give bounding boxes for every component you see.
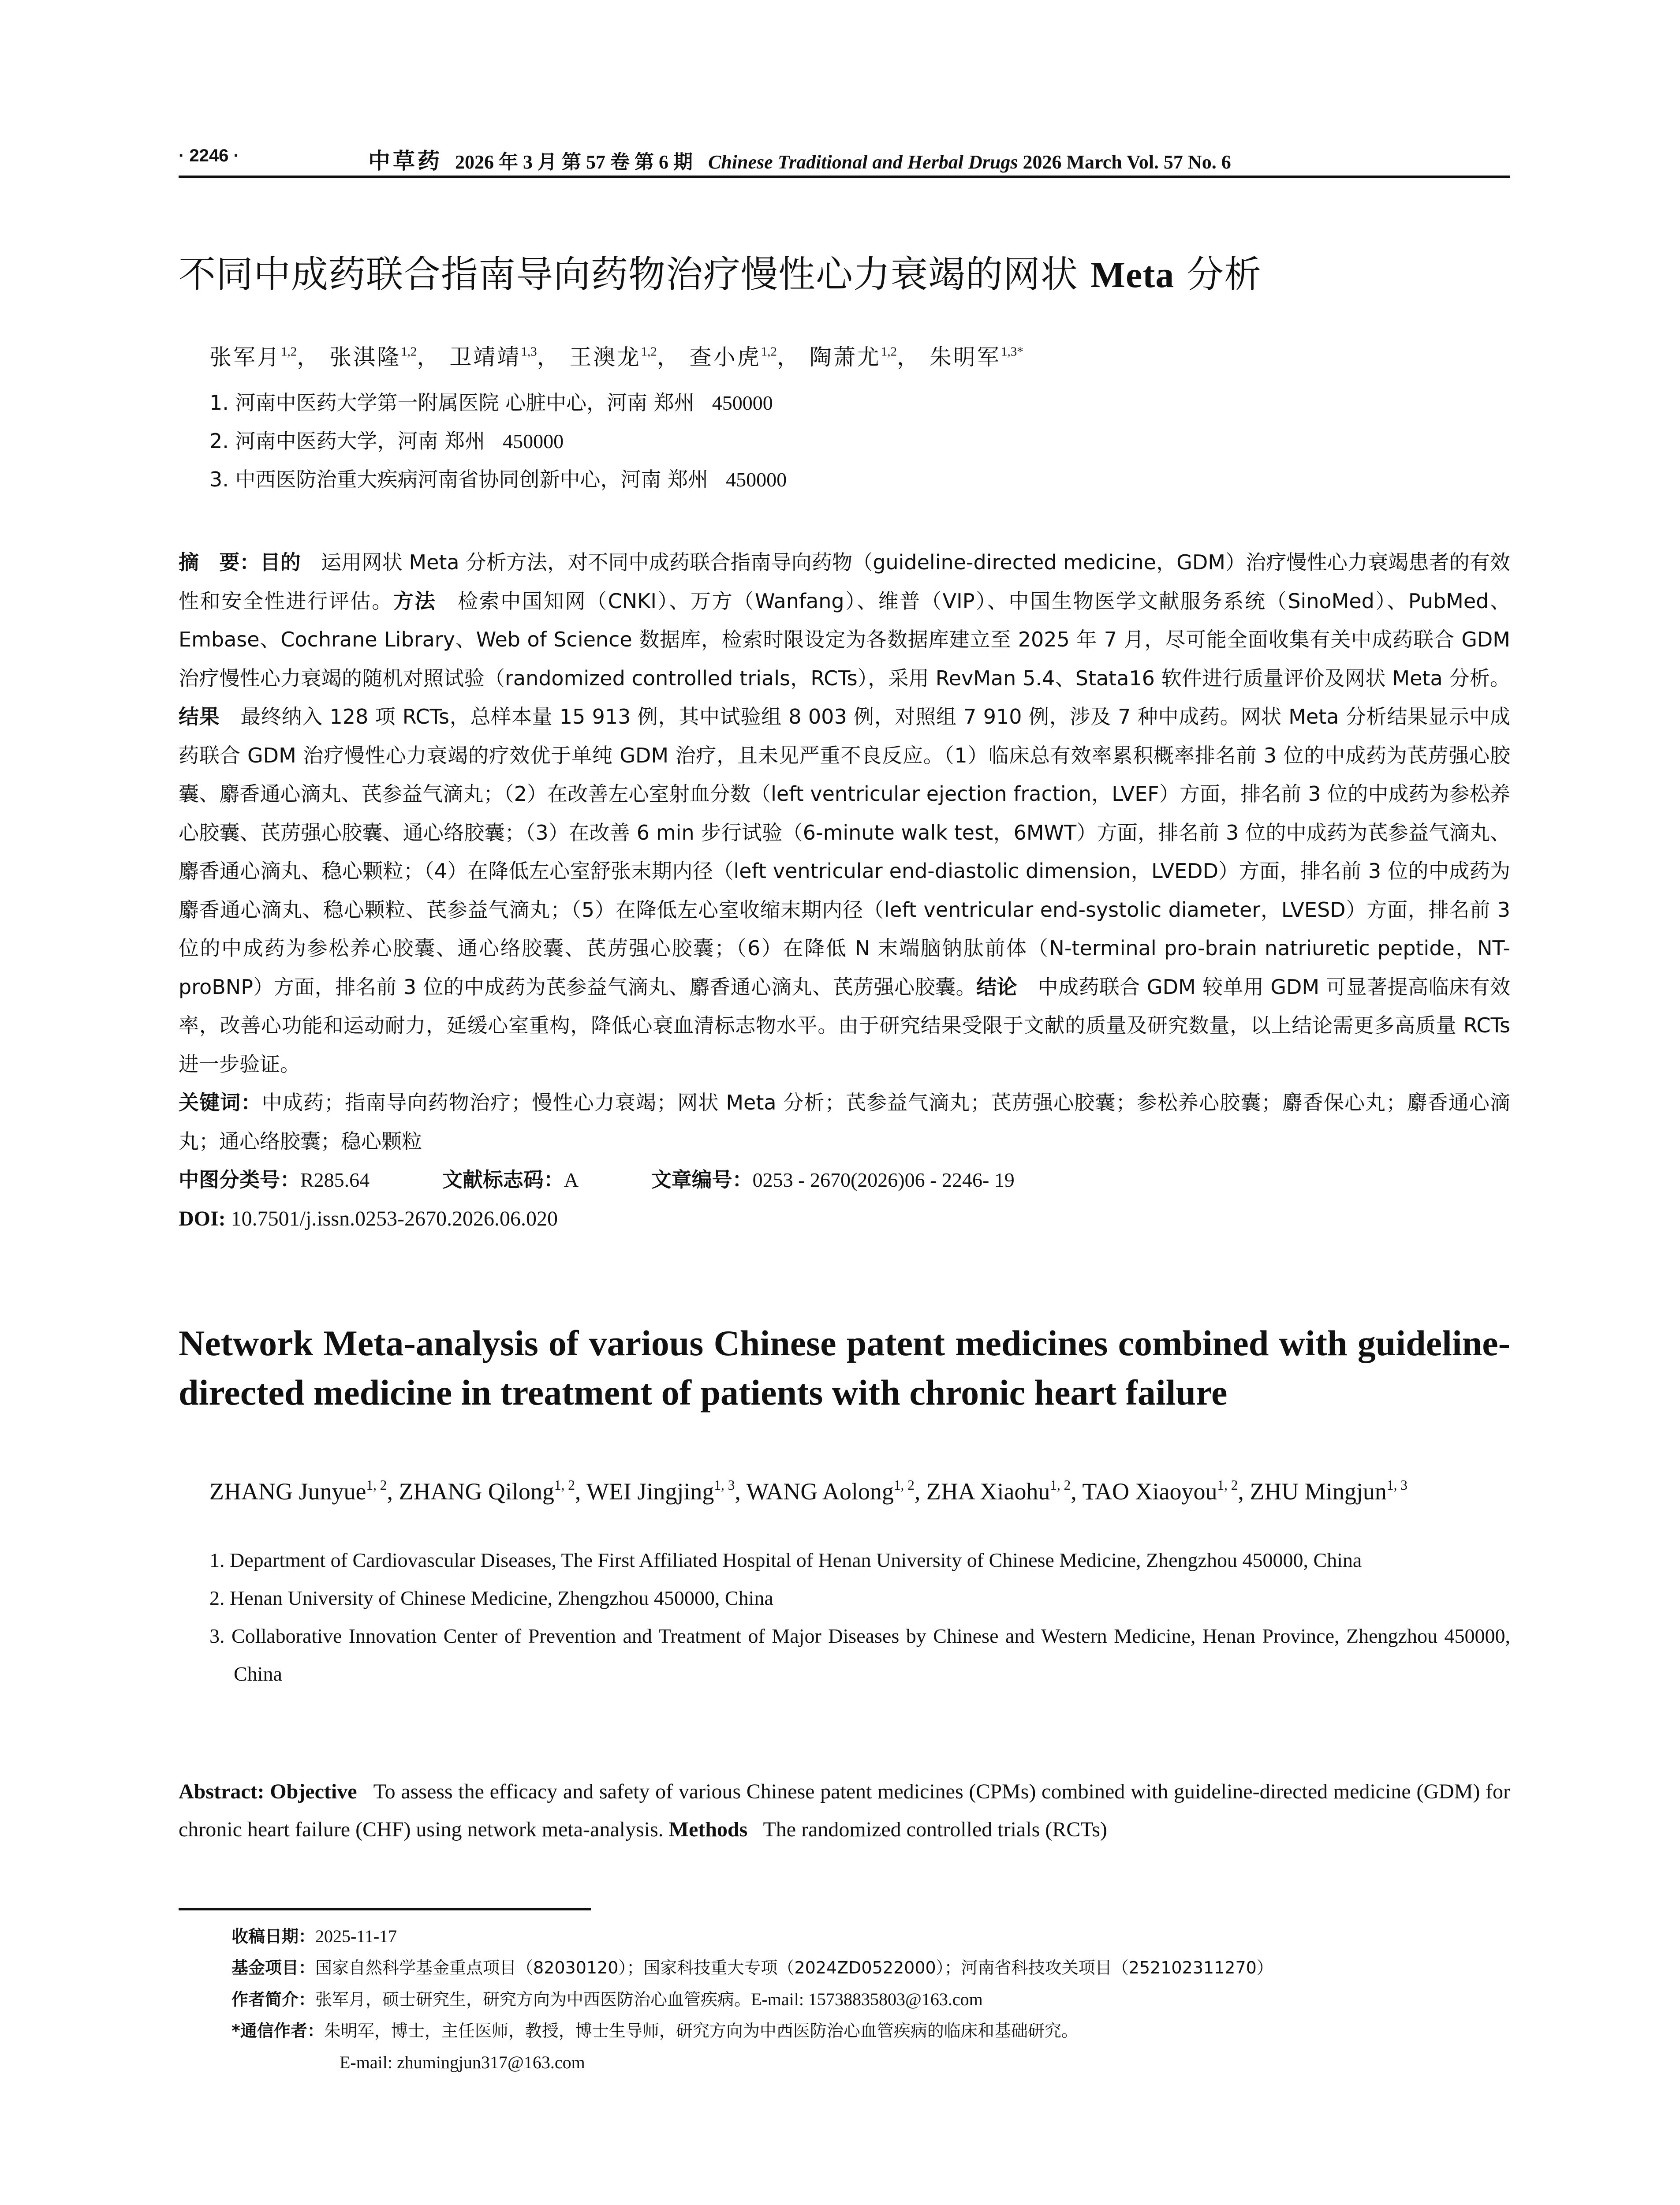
bio-email[interactable]: E-mail: 15738835803@163.com xyxy=(751,1989,983,2009)
author: TAO Xiaoyou$^{1, 2}$, xyxy=(1082,1477,1250,1505)
journal-info xyxy=(368,143,1231,175)
abstract-en xyxy=(179,1773,1510,1849)
doi-value[interactable]: 10.7501/j.issn.0253-2670.2026.06.020 xyxy=(231,1207,558,1230)
affiliations-cn xyxy=(209,384,787,499)
abstract-label: 摘 要： xyxy=(179,550,260,574)
issue-cn: 2026 年 3 月 第 57 卷 第 6 期 xyxy=(455,151,693,173)
article-no-value: 0253 - 2670(2026)06 - 2246- 19 xyxy=(752,1169,1015,1191)
affiliation: 1. Department of Cardiovascular Diseases, The First Affiliated Hospital of Henan University of Chinese Medicine, Zhengzhou 450000, China xyxy=(209,1549,1362,1571)
authors-cn xyxy=(209,340,1023,371)
affiliation: 1. 河南中医药大学第一附属医院 心脏中心，河南 郑州 450000 xyxy=(209,391,773,415)
received-date: 收稿日期：2025-11-17 xyxy=(231,1926,397,1946)
clc-value: R285.64 xyxy=(300,1169,370,1191)
running-header xyxy=(179,143,1510,174)
author: WEI Jingjing$^{1, 3}$, xyxy=(586,1477,747,1505)
author: 查小虎$^{1,2}$， xyxy=(689,344,801,370)
keywords-text: 中成药；指南导向药物治疗；慢性心力衰竭；网状 Meta 分析；芪参益气滴丸；芪苈强心胶囊；参松养心胶囊；麝香保心丸；麝香通心滴丸；通心络胶囊；稳心颗粒 xyxy=(179,1091,1511,1153)
classification-line xyxy=(179,1161,1510,1200)
title-en: Network Meta-analysis of various Chinese patent medicines combined with guideline-directed medicine in treatment of patients with chronic heart failure xyxy=(179,1323,1510,1413)
fund-info: 基金项目：国家自然科学基金重点项目（82030120）；国家科技重大专项（2024ZD0522000）；河南省科技攻关项目（252102311270） xyxy=(231,1958,1273,1977)
conclusion-text: 中成药联合 GDM 较单用 GDM 可显著提高临床有效率，改善心功能和运动耐力，延缓心室重构，降低心衰血清标志物水平。由于研究结果受限于文献的质量及研究数量，以上结论需更多高质量 RCTs 进一步验证。 xyxy=(179,975,1510,1076)
keywords-label: 关键词： xyxy=(179,1091,262,1114)
results-text: 最终纳入 128 项 RCTs，总样本量 15 913 例，其中试验组 8 003 例，对照组 7 910 例，涉及 7 种中成药。网状 Meta 分析结果显示中成药联合 GDM 治疗慢性心力衰竭的疗效优于单纯 GDM 治疗，且未见严重不良反应。（1）临床总有效率累积概率排名前 3 位的中成药为芪苈强心胶囊、麝香通心滴丸、芪参益气滴丸；（2）在改善左心室射血分数（left ventricular ejection fraction，LVEF）方面，排名前 3 位的中成药为参松养心胶囊、芪苈强心胶囊、通心络胶囊；（3）在改善 6 min 步行试验（6-minute walk test，6MWT）方面，排名前 3 位的中成药为芪参益气滴丸、麝香通心滴丸、稳心颗粒；（4）在降低左心室舒张末期内径（left ventricular end-diastolic dimension，LVEDD）方面，排名前 3 位的中成药为麝香通心滴丸、稳心颗粒、芪参益气滴丸；（5）在降低左心室收缩末期内径（left ventricular end-systolic diameter，LVESD）方面，排名前 3 位的中成药为参松养心胶囊、通心络胶囊、芪苈强心胶囊；（6）在降低 N 末端脑钠肽前体（N-terminal pro-brain natriuretic peptide，NT-proBNP）方面，排名前 3 位的中成药为芪参益气滴丸、麝香通心滴丸、芪苈强心胶囊。 xyxy=(179,705,1510,999)
abstract-en-label: Abstract: xyxy=(179,1780,265,1803)
methods-text: 检索中国知网（CNKI）、万方（Wanfang）、维普（VIP）、中国生物医学文献服务系统（SinoMed）、PubMed、Embase、Cochrane Library、Web of Science 数据库，检索时限设定为各数据库建立至 2025 年 7 月，尽可能全面收集有关中成药联合 GDM 治疗慢性心力衰竭的随机对照试验（randomized controlled trials，RCTs），采用 RevMan 5.4、Stata16 软件进行质量评价及网状 Meta 分析。 xyxy=(179,589,1511,690)
objective-en-label: Objective xyxy=(270,1780,357,1803)
header-rule xyxy=(179,176,1510,178)
author: WANG Aolong$^{1, 2}$, xyxy=(746,1477,926,1505)
objective-text: 运用网状 Meta 分析方法，对不同中成药联合指南导向药物（guideline-directed medicine，GDM）治疗慢性心力衰竭患者的有效性和安全性进行评估。 xyxy=(179,550,1511,613)
author: 朱明军$^{1,3*}$ xyxy=(929,344,1023,370)
methods-en-text: The randomized controlled trials (RCTs) xyxy=(763,1818,1107,1841)
author: 张淇隆$^{1,2}$， xyxy=(329,344,441,370)
clc-label: 中图分类号： xyxy=(179,1168,300,1192)
affiliations-en xyxy=(209,1541,1510,1693)
author: 王澳龙$^{1,2}$， xyxy=(569,344,681,370)
affiliation: 3. Collaborative Innovation Center of Prevention and Treatment of Major Diseases by Chinese and Western Medicine, Henan Province, Zhengzhou 450000, China xyxy=(209,1625,1510,1685)
journal-logo: 中草药 xyxy=(368,148,442,174)
footnote-rule xyxy=(179,1908,591,1910)
author: 张军月$^{1,2}$， xyxy=(209,344,321,370)
author-bio: 作者简介：张军月，硕士研究生，研究方向为中西医防治心血管疾病。E-mail: 15738835803@163.com xyxy=(231,1989,983,2009)
affiliation: 2. 河南中医药大学，河南 郑州 450000 xyxy=(209,429,564,453)
title-cn-latin: Meta xyxy=(1090,254,1175,295)
author: ZHANG Junyue$^{1, 2}$, xyxy=(209,1477,399,1505)
doc-code-value: A xyxy=(564,1169,579,1191)
abstract-cn-body xyxy=(179,543,1510,1084)
page-number: · 2246 · xyxy=(179,146,239,165)
affiliation: 3. 中西医防治重大疾病河南省协同创新中心，河南 郑州 450000 xyxy=(209,467,787,491)
objective-label: 目的 xyxy=(260,550,301,574)
author: ZHA Xiaohu$^{1, 2}$, xyxy=(926,1477,1083,1505)
results-label: 结果 xyxy=(179,705,220,729)
corr-email[interactable]: E-mail: zhumingjun317@163.com xyxy=(340,2052,585,2072)
doi-line xyxy=(179,1200,1510,1238)
doi-label: DOI: xyxy=(179,1207,226,1230)
conclusion-label: 结论 xyxy=(976,975,1018,999)
title-cn xyxy=(179,245,1262,298)
author: ZHANG Qilong$^{1, 2}$, xyxy=(399,1477,586,1505)
authors-en xyxy=(209,1466,1510,1510)
methods-en-label: Methods xyxy=(668,1818,748,1841)
title-cn-part: 不同中成药联合指南导向药物治疗慢性心力衰竭的网状 xyxy=(179,253,1090,296)
keywords-cn xyxy=(179,1084,1510,1161)
author: ZHU Mingjun$^{1, 3}$ xyxy=(1250,1477,1407,1505)
issue-en: 2026 March Vol. 57 No. 6 xyxy=(1023,151,1231,173)
journal-name-en: Chinese Traditional and Herbal Drugs xyxy=(708,151,1018,173)
author: 卫靖靖$^{1,3}$， xyxy=(449,344,561,370)
corresponding-author: *通信作者：朱明军，博士，主任医师，教授，博士生导师，研究方向为中西医防治心血管疾病的临床和基础研究。 xyxy=(231,2021,1078,2041)
corresponding-email xyxy=(231,2047,1510,2078)
affiliation: 2. Henan University of Chinese Medicine, Zhengzhou 450000, China xyxy=(209,1587,773,1609)
article-no-label: 文章编号： xyxy=(651,1168,753,1192)
footnotes xyxy=(231,1921,1510,2078)
title-cn-part: 分析 xyxy=(1174,253,1262,296)
doc-code-label: 文献标志码： xyxy=(442,1168,564,1192)
abstract-cn xyxy=(179,543,1510,1238)
author: 陶萧尤$^{1,2}$， xyxy=(809,344,921,370)
methods-label: 方法 xyxy=(393,589,437,613)
objective-en-text: To assess the efficacy and safety of various Chinese patent medicines (CPMs) combined with guideline-directed medicine (GDM) for chronic heart failure (CHF) using network meta-analysis. xyxy=(179,1780,1511,1841)
